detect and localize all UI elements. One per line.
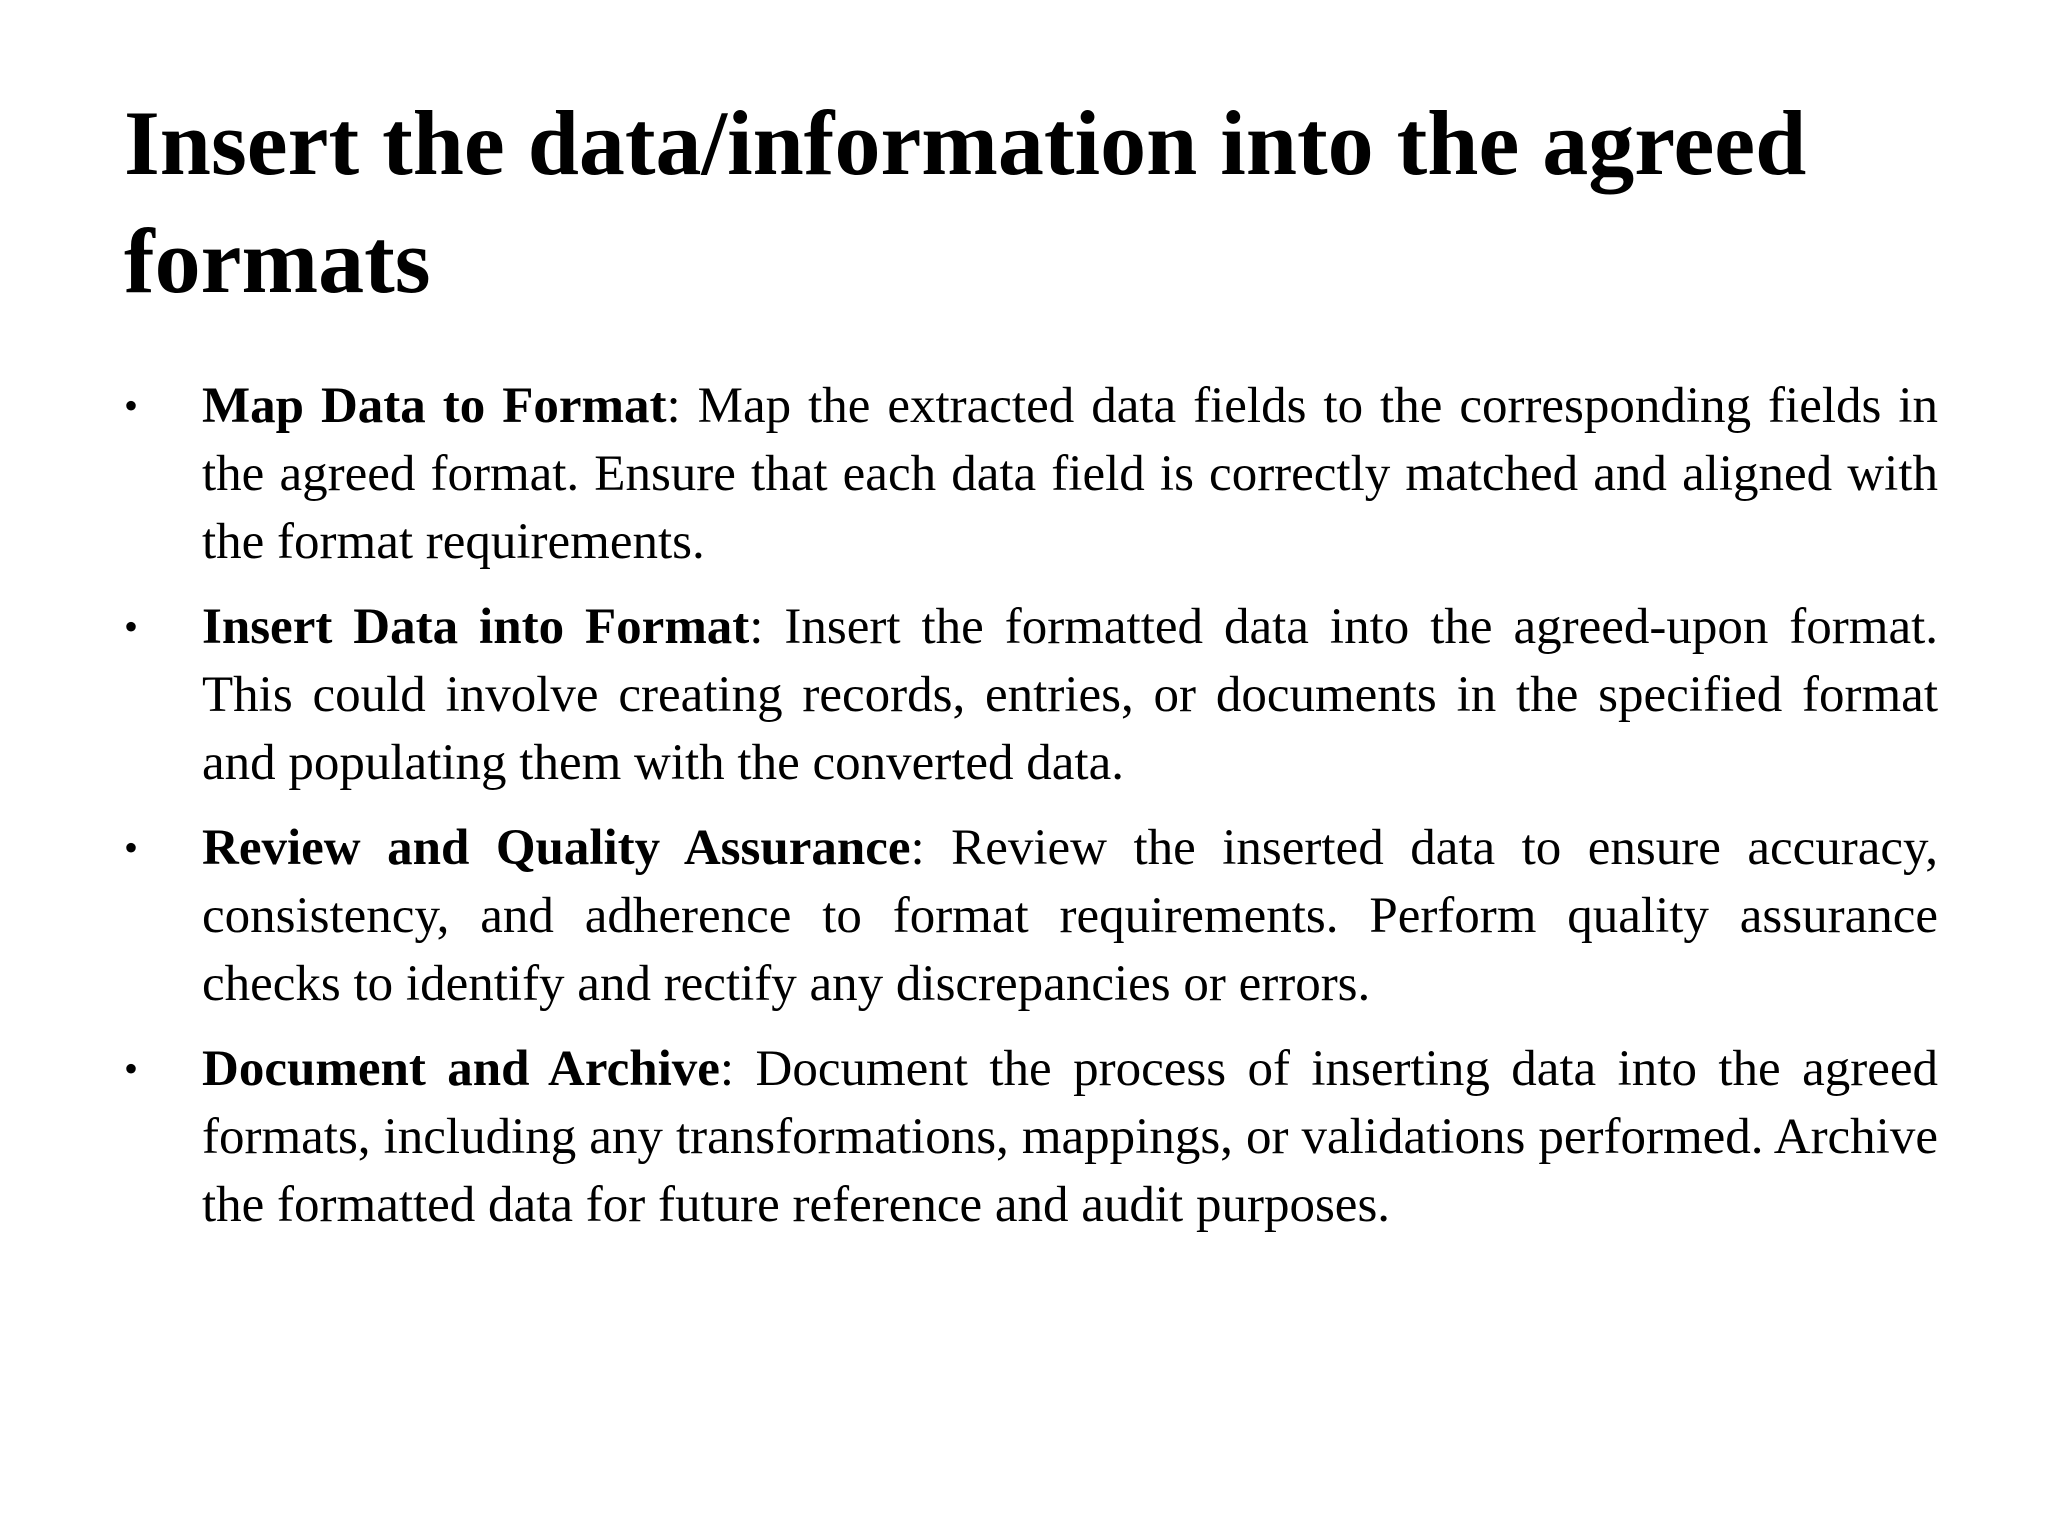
bullet-term: Document and Archive — [202, 1041, 720, 1097]
bullet-icon: • — [124, 1046, 139, 1091]
bullet-term: Map Data to Format — [202, 378, 667, 434]
bullet-list — [124, 372, 1938, 1256]
bullet-term: Review and Quality Assurance — [202, 820, 911, 876]
bullet-text: : Map the extracted data fields to the corresponding fields in the agreed format. Ensure that each data field is correctly matched and aligned with the format requirements. — [202, 378, 1938, 570]
bullet-text: : Insert the formatted data into the agreed-upon format. This could involve creating records, entries, or documents in the specified format and populating them with the converted data. — [202, 599, 1938, 791]
bullet-item-review-quality — [124, 814, 1938, 1018]
bullet-text: : Review the inserted data to ensure accuracy, consistency, and adherence to format requirements. Perform quality assurance checks to identify and rectify any discrepancies or errors. — [202, 820, 1938, 1012]
bullet-term: Insert Data into Format — [202, 599, 750, 655]
bullet-item-insert-data — [124, 593, 1938, 797]
slide-title: Insert the data/information into the agreed formats — [124, 92, 1807, 312]
bullet-item-map-data — [124, 372, 1938, 576]
bullet-icon: • — [124, 825, 139, 870]
bullet-icon: • — [124, 383, 139, 428]
bullet-item-document-archive — [124, 1035, 1938, 1239]
bullet-icon: • — [124, 604, 139, 649]
bullet-text: : Document the process of inserting data into the agreed formats, including any transformations, mappings, or validations performed. Archive the formatted data for future reference and audit purposes. — [202, 1041, 1938, 1233]
